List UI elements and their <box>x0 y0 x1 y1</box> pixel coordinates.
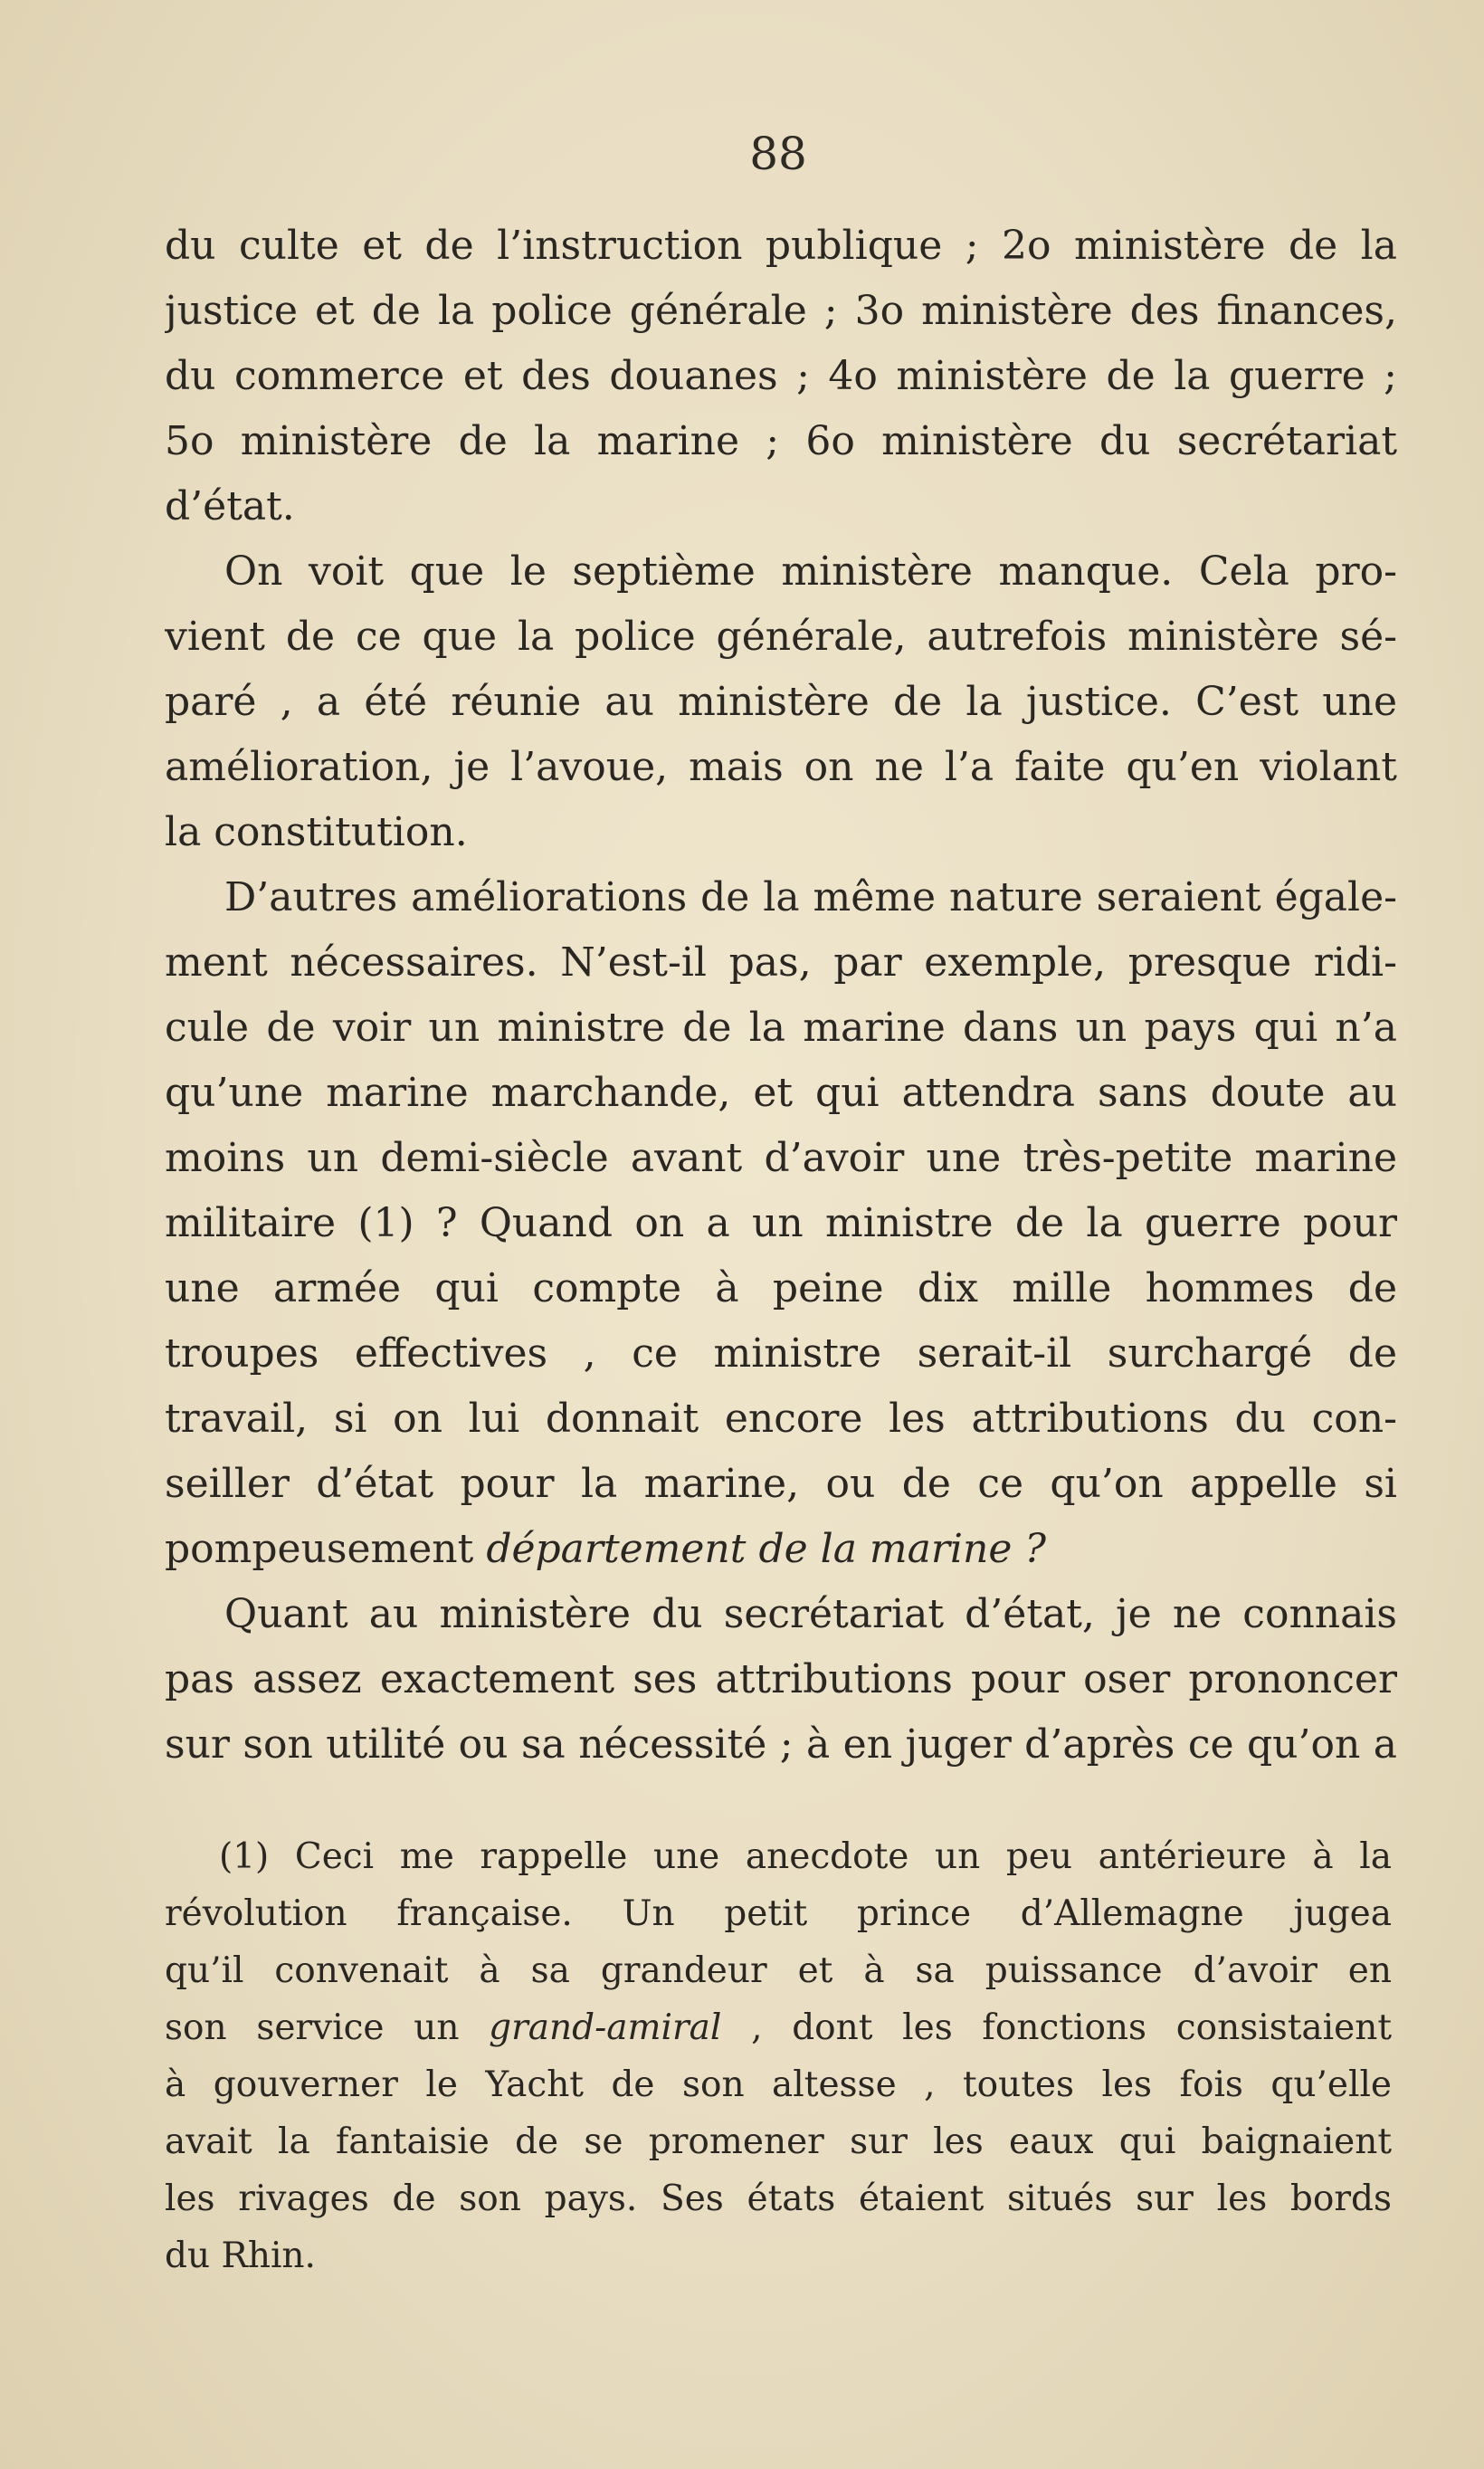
footnote-line: à gouverner le Yacht de son altesse , toutes les fois qu’elle <box>165 2064 1392 2105</box>
text-line: moins un demi-siècle avant d’avoir une très-petite marine <box>165 1135 1397 1181</box>
italic-phrase: département de la marine ? <box>486 1526 1046 1572</box>
text-line: du culte et de l’instruction publique ; 2o ministère de la <box>165 223 1397 269</box>
footnote-line: qu’il convenait à sa grandeur et à sa puissance d’avoir en <box>165 1950 1392 1991</box>
text-line: 5o ministère de la marine ; 6o ministère du secrétariat <box>165 418 1397 464</box>
page-number: 88 <box>749 128 807 180</box>
main-text <box>165 214 1397 1778</box>
text-line: travail, si on lui donnait encore les attributions du con- <box>165 1396 1397 1442</box>
text-line: une armée qui compte à peine dix mille hommes de <box>165 1265 1397 1311</box>
text-line: d’état. <box>165 483 295 529</box>
footnote <box>165 1828 1392 2284</box>
footnote-line: révolution française. Un petit prince d’Allemagne jugea <box>165 1893 1392 1934</box>
text-line: qu’une marine marchande, et qui attendra sans doute au <box>165 1070 1397 1116</box>
text-line: du commerce et des douanes ; 4o ministère de la guerre ; <box>165 353 1397 399</box>
text-line: paré , a été réunie au ministère de la justice. C’est une <box>165 679 1397 725</box>
footnote-line: avait la fantaisie de se promener sur les eaux qui baignaient <box>165 2121 1392 2162</box>
text-line <box>165 1517 1397 1582</box>
text-line: la constitution. <box>165 809 468 855</box>
text-line: justice et de la police générale ; 3o ministère des finances, <box>165 288 1397 334</box>
text-line: ment nécessaires. N’est-il pas, par exemple, presque ridi- <box>165 939 1397 986</box>
text-line: cule de voir un ministre de la marine dans un pays qui n’a <box>165 1005 1397 1051</box>
text-line: sur son utilité ou sa nécessité ; à en juger d’après ce qu’on a <box>165 1721 1397 1768</box>
italic-phrase: grand-amiral <box>489 2007 722 2048</box>
text-line: troupes effectives , ce ministre serait-il surchargé de <box>165 1330 1397 1377</box>
text-fragment: , dont les fonctions consistaient <box>721 2007 1392 2048</box>
text-line: Quant au ministère du secrétariat d’état, je ne connais <box>224 1591 1397 1637</box>
text-line: pas assez exactement ses attributions pour oser prononcer <box>165 1656 1397 1702</box>
text-line: amélioration, je l’avoue, mais on ne l’a faite qu’en violant <box>165 744 1397 790</box>
text-fragment: son service un <box>165 2007 490 2048</box>
text-line: militaire (1) ? Quand on a un ministre de la guerre pour <box>165 1200 1397 1246</box>
footnote-line: du Rhin. <box>165 2235 316 2276</box>
text-fragment: pompeusement <box>165 1526 487 1572</box>
text-line: seiller d’état pour la marine, ou de ce qu’on appelle si <box>165 1461 1397 1507</box>
text-line: vient de ce que la police générale, autrefois ministère sé- <box>165 614 1397 660</box>
footnote-line: les rivages de son pays. Ses états étaient situés sur les bords <box>165 2178 1392 2219</box>
footnote-line: (1) Ceci me rappelle une anecdote un peu antérieure à la <box>219 1836 1392 1877</box>
text-line: On voit que le septième ministère manque. Cela pro- <box>224 548 1397 595</box>
text-line: D’autres améliorations de la même nature seraient égale- <box>224 874 1397 920</box>
footnote-line <box>165 1999 1392 2056</box>
